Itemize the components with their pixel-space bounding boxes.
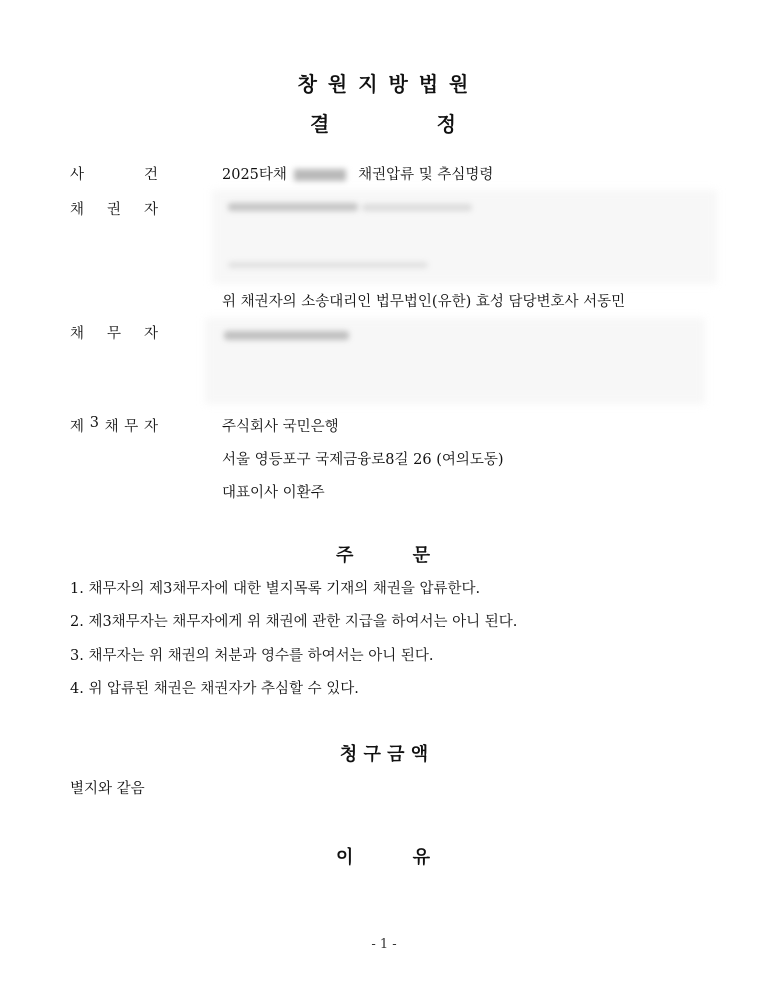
reason-heading-right: 유	[412, 847, 430, 868]
debtor-label-char: 무	[106, 326, 121, 342]
reason-heading	[336, 843, 430, 869]
third-debtor-representative: 대표이사 이환주	[222, 485, 325, 501]
order-heading-left: 주	[336, 545, 354, 566]
redacted-debtor-line	[224, 331, 349, 340]
debtor-label-char: 채	[70, 326, 85, 342]
third-debtor-name: 주식회사 국민은행	[222, 419, 339, 435]
case-label-char: 건	[143, 167, 158, 183]
redacted-creditor-line	[228, 262, 428, 268]
creditor-representative: 위 채권자의 소송대리인 법무법인(유한) 효성 담당변호사 서동민	[222, 294, 626, 310]
court-name: 창 원 지 방 법 원	[297, 72, 471, 96]
page-number: - 1 -	[371, 937, 397, 952]
order-item: 1. 채무자의 제3채무자에 대한 별지목록 기재의 채권을 압류한다.	[70, 581, 481, 597]
order-heading-right: 문	[412, 545, 430, 566]
redacted-creditor-line	[362, 204, 472, 211]
debtor-label	[70, 322, 158, 343]
order-item: 3. 채무자는 위 채권의 처분과 영수를 하여서는 아니 된다.	[70, 648, 434, 664]
order-item: 4. 위 압류된 채권은 채권자가 추심할 수 있다.	[70, 681, 359, 697]
case-label	[70, 163, 158, 184]
creditor-label-char: 권	[106, 202, 121, 218]
third-debtor-label	[70, 415, 158, 436]
case-number-prefix: 2025타채	[222, 167, 287, 183]
third-debtor-label-char: 제	[70, 419, 85, 435]
third-debtor-address: 서울 영등포구 국제금융로8길 26 (여의도동)	[222, 452, 504, 468]
debtor-label-char: 자	[143, 326, 158, 342]
redacted-creditor-line	[228, 203, 358, 211]
reason-heading-left: 이	[336, 847, 354, 868]
document-type	[310, 108, 458, 137]
creditor-label	[70, 198, 158, 219]
order-item: 2. 제3채무자는 채무자에게 위 채권에 관한 지급을 하여서는 아니 된다.	[70, 614, 518, 630]
third-debtor-label-char: 무	[124, 419, 139, 435]
third-debtor-label-char: 채	[104, 419, 119, 435]
case-title: 채권압류 및 추심명령	[358, 167, 494, 183]
document-type-right: 정	[436, 112, 458, 136]
claim-heading: 청 구 금 액	[339, 744, 429, 765]
case-label-char: 사	[70, 167, 85, 183]
document-type-left: 결	[310, 112, 332, 136]
redacted-case-number	[294, 169, 346, 181]
creditor-label-char: 채	[70, 202, 85, 218]
claim-text: 별지와 같음	[70, 781, 145, 797]
third-debtor-label-char: 3	[89, 415, 99, 431]
creditor-label-char: 자	[143, 202, 158, 218]
third-debtor-label-char: 자	[143, 419, 158, 435]
case-value	[222, 163, 493, 184]
order-heading	[336, 541, 430, 567]
